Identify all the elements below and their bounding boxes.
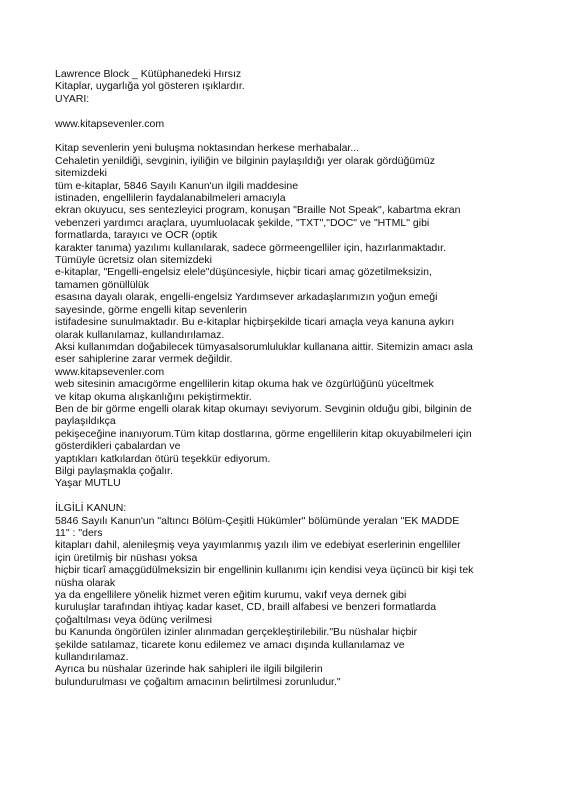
- text-line: sitemizdeki: [55, 167, 107, 180]
- text-line: e-kitaplar, "Engelli-engelsiz elele"düşüncesiyle, hiçbir ticari amaç gözetilmeksizin,: [55, 266, 432, 279]
- text-line: kullandırılamaz.: [55, 651, 129, 664]
- text-line: Ben de bir görme engelli olarak kitap okumayı seviyorum. Sevginin olduğu gibi, bilginin de: [55, 402, 472, 415]
- text-line: Yaşar MUTLU: [55, 477, 121, 490]
- text-line: kitapları dahil, alenileşmiş veya yayımlanmış yazılı ilim ve edebiyat eserlerinin engelliler: [55, 539, 461, 552]
- blank-line: [55, 490, 539, 502]
- text-line: www.kitapsevenler.com: [55, 117, 165, 130]
- text-line: için üretilmiş bir nüshası yoksa: [55, 551, 198, 564]
- text-line: Ayrıca bu nüshalar üzerinde hak sahipleri ile ilgili bilgilerin: [55, 663, 323, 676]
- text-line: tüm e-kitaplar, 5846 Sayılı Kanun'un ilgili maddesine: [55, 179, 299, 192]
- text-line: yaptıkları katkılardan ötürü teşekkür ediyorum.: [55, 452, 271, 465]
- text-line: Kitaplar, uygarlığa yol gösteren ışıklardır.: [55, 80, 245, 93]
- text-line: sayesinde, görme engelli kitap sevenlerin: [55, 303, 248, 316]
- text-line: İLGİLİ KANUN:: [55, 502, 127, 515]
- text-line: vebenzeri yardımcı araçlara, uyumluolacak şekilde, "TXT","DOC" ve "HTML" gibi: [55, 216, 430, 229]
- text-line: eser sahiplerine zarar vermek değildir.: [55, 353, 233, 366]
- text-line: Cehaletin yenildiği, sevginin, iyiliğin ve bilginin paylaşıldığı yer olarak gördüğümüz: [55, 154, 435, 167]
- text-line: istinaden, engellilerin faydalanabilmeleri amacıyla: [55, 192, 286, 205]
- text-line: web sitesinin amacıgörme engellilerin kitap okuma hak ve özgürlüğünü yüceltmek: [55, 378, 434, 391]
- text-line: ya da engellilere yönelik hizmet veren eğitim kurumu, vakıf veya dernek gibi: [55, 589, 407, 602]
- text-line: kuruluşlar tarafından ihtiyaç kadar kaset, CD, braill alfabesi ve benzeri formatlarda: [55, 601, 437, 614]
- text-line: Kitap sevenlerin yeni buluşma noktasından herkese merhabalar...: [55, 142, 360, 155]
- text-line: 11" : "ders: [55, 526, 103, 539]
- text-line: olarak kullanılamaz, kullandırılamaz.: [55, 328, 225, 341]
- document-page: [55, 68, 539, 688]
- blank-line: [55, 105, 539, 117]
- text-line: www.kitapsevenler.com: [55, 365, 165, 378]
- text-line: nüsha olarak: [55, 576, 116, 589]
- text-line: Bilgi paylaşmakla çoğalır.: [55, 464, 173, 477]
- text-line: bu Kanunda öngörülen izinler alınmadan gerçekleştirilebilir."Bu nüshalar hiçbir: [55, 626, 418, 639]
- text-line: Aksi kullanımdan doğabilecek tümyasalsorumluluklar kullanana aittir. Sitemizin amacı asla: [55, 340, 473, 353]
- text-line: formatlarda, tarayıcı ve OCR (optik: [55, 229, 218, 242]
- text-line: gösterdikleri çabalardan ve: [55, 440, 181, 453]
- text-line: ekran okuyucu, ses sentezleyici program, konuşan "Braille Not Speak", kabartma ekran: [55, 204, 461, 217]
- text-line: şekilde satılamaz, ticarete konu edilemez ve amacı dışında kullanılamaz ve: [55, 638, 405, 651]
- text-line: bulundurulması ve çoğaltım amacının belirtilmesi zorunludur.": [55, 675, 341, 688]
- text-line: Lawrence Block _ Kütüphanedeki Hırsız: [55, 68, 242, 80]
- text-line: Tümüyle ücretsiz olan sitemizdeki: [55, 254, 212, 267]
- text-line: karakter tanıma) yazılımı kullanılarak, sadece görmeengelliler için, hazırlanmaktadır.: [55, 241, 447, 254]
- text-line: esasına dayalı olarak, engelli-engelsiz Yardımsever arkadaşlarımızın yoğun emeği: [55, 291, 438, 304]
- blank-line: [55, 130, 539, 142]
- text-line: hiçbir ticarî amaçgüdülmeksizin bir engellinin kullanımı için kendisi veya üçüncü bir kişi tek: [55, 564, 474, 577]
- text-line: ve kitap okuma alışkanlığını pekiştirmektir.: [55, 390, 252, 403]
- text-line: paylaşıldıkça: [55, 415, 116, 428]
- text-line: istifadesine sunulmaktadır. Bu e-kitaplar hiçbirşekilde ticari amaçla veya kanuna aykırı: [55, 316, 455, 329]
- text-line: UYARI:: [55, 92, 90, 105]
- text-line: tamamen gönüllülük: [55, 278, 149, 291]
- text-line: pekişeceğine inanıyorum.Tüm kitap dostlarına, görme engellilerin kitap okuyabilmeleri için: [55, 427, 472, 440]
- text-line: çoğaltılması veya ödünç verilmesi: [55, 613, 212, 626]
- text-line: 5846 Sayılı Kanun'un "altıncı Bölüm-Çeşitli Hükümler" bölümünde yeralan "EK MADDE: [55, 514, 460, 527]
